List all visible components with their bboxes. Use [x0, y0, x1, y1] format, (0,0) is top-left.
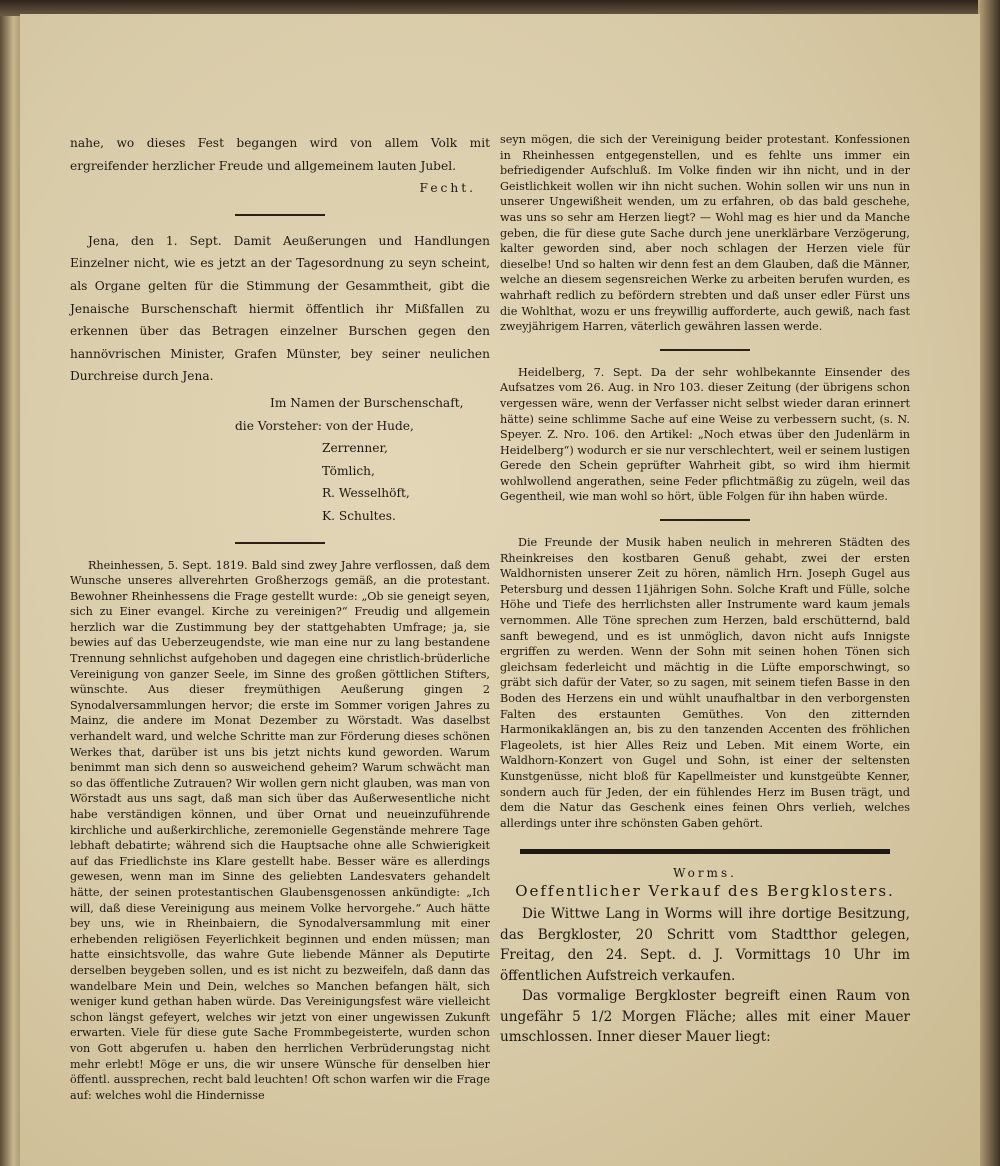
advertisement-place: Worms.: [673, 866, 737, 881]
separator-rule: [235, 542, 325, 544]
right-column: [500, 132, 910, 1048]
advertisement-title: Oeffentlicher Verkauf des Bergklosters.: [515, 882, 895, 901]
left-column: [70, 132, 490, 1103]
advertisement-paragraph: Das vormalige Bergkloster begreift einen Raum von ungefähr 5 1/2 Morgen Fläche; alles mit einer Mauer umschlossen. Inner dieser Mauer liegt:: [500, 988, 910, 1046]
intro-author: Fecht.: [419, 181, 476, 196]
advertisement-paragraph: Die Wittwe Lang in Worms will ihre dortige Besitzung, das Bergkloster, 20 Schritt vom Stadtthor gelegen, Freitag, den 24. Sept. d. J. Vormittags 10 Uhr im öffentlichen Aufstreich verkaufen.: [500, 906, 910, 984]
article-heidelberg: Heidelberg, 7. Sept. Da der sehr wohlbekannte Einsender des Aufsatzes vom 26. Aug. in Nro 103. dieser Zeitung (der übrigens schon vergessen wäre, wenn der Verfasser nicht selbst wieder daran erinnert hätte) seine schlimme Sache auf eine Weise zu verbessern sucht, (s. N. Speyer. Z. Nro. 106. den Artikel: „Noch etwas über den Judenlärm in Heidelberg“) wodurch er sie nur verschlechtert, weil er seinem lustigen Gerede den Schein geprüfter Wahrheit gibt, so wird ihm hiermit wohlwollend angerathen, seine Feder pflichtmäßig zu zügeln, weil das Gegentheil, wie man wohl so hört, üble Folgen für ihn haben würde.: [500, 365, 910, 504]
separator-rule: [660, 519, 750, 521]
signature-line: Zerrenner,: [322, 441, 388, 456]
article-intro-continuation: nahe, wo dieses Fest begangen wird von allem Volk mit ergreifender herzlicher Freude und allgemeinem lauten Jubel.: [70, 136, 490, 173]
signature-line: R. Wesselhöft,: [322, 486, 410, 501]
newspaper-page: [20, 14, 980, 1166]
signature-line: Tömlich,: [322, 463, 375, 478]
separator-rule: [235, 214, 325, 216]
separator-rule: [660, 349, 750, 351]
advertisement-thick-rule: [520, 849, 890, 854]
signature-line: K. Schultes.: [322, 508, 396, 523]
signature-line: Im Namen der Burschenschaft,: [270, 395, 464, 410]
article-rheinhessen: Rheinhessen, 5. Sept. 1819. Bald sind zwey Jahre verflossen, daß dem Wunsche unseres allverehrten Großherzogs gemäß, an die protestant. Bewohner Rheinhessens die Frage gestellt wurde: „Ob sie geneigt seyen, sich zu Einer evangel. Kirche zu vereinigen?“ Freudig und allgemein herzlich war die Zustimmung bey der stattgehabten Umfrage; ja, sie bewies auf das Ueberzeugendste, wie man eine nur zu lang bestandene Trennung sehnlichst aufgehoben und dagegen eine christlich-brüderliche Vereinigung von ganzer Seele, im Sinne des großen göttlichen Stifters, wünschte. Aus dieser freymüthigen Aeußerung gingen 2 Synodalversammlungen hervor; die erste im Sommer vorigen Jahres zu Mainz, die andere im Monat Dezember zu Wörstadt. Was daselbst verhandelt ward, und welche Schritte man zur Förderung dieses schönen Werkes that, darüber ist uns bis jetzt nichts kund geworden. Warum benimmt man sich denn so ausweichend geheim? Warum schwächt man so das öffentliche Zutrauen? Wir wollen gern nicht glauben, was man von Wörstadt aus uns sagt, daß man sich über das Außerwesentliche nicht habe verständigen können, und über Ornat und neueinzuführende kirchliche und außerkirchliche, zeremonielle Gegenstände mehrere Tage lebhaft debatirte; während sich die Hauptsache ohne alle Schwierigkeit auf das Friedlichste ins Klare gestellt habe. Besser wäre es allerdings gewesen, wenn man im Sinne des geliebten Landesvaters gehandelt hätte, der seinen protestantischen Glaubensgenossen ankündigte: „Ich will, daß diese Vereinigung aus meinem Volke hervorgehe.“ Auch hätte bey uns, wie in Rheinbaiern, die Synodalversammlung mit einer erhebenden religiösen Feyerlichkeit beginnen und enden müssen; man hatte einsichtsvolle, das wahre Gute liebende Männer als Deputirte derselben beygeben sollen, und es ist nicht zu bezweifeln, daß dann das wandelbare Mein und Dein, welches so Manchen befangen hält, sich weniger kund gethan haben würde. Das Vereinigungsfest wäre vielleicht schon längst gefeyert, welches wir jetzt von einer ungewissen Zukunft erwarten. Viele für diese gute Sache Frommbegeisterte, wurden schon von Gott abgerufen u. haben den herrlichen Verbrüderungstag nicht mehr erlebt! Möge er uns, die wir unsere Wünsche für denselben hier öffentl. aussprechen, recht bald leuchten! Oft schon warfen wir die Frage auf: welches wohl die Hindernisse: [70, 558, 490, 1102]
signature-line: die Vorsteher: von der Hude,: [235, 418, 414, 433]
book-page-stack-edge: [978, 0, 1000, 1166]
book-binding-edge: [0, 0, 22, 1166]
article-jena: Jena, den 1. Sept. Damit Aeußerungen und Handlungen Einzelner nicht, wie es jetzt an der Tagesordnung zu seyn scheint, als Organe gelten für die Stimmung der Gesammtheit, gibt die Jenaische Burschenschaft hiermit öffentlich ihr Mißfallen zu erkennen über das Betragen einzelner Burschen gegen den hannövrischen Minister, Grafen Münster, bey seiner neulichen Durchreise durch Jena.: [70, 233, 490, 384]
signature-block: [70, 392, 490, 528]
article-music-concert: Die Freunde der Musik haben neulich in mehreren Städten des Rheinkreises den kostbaren Genuß gehabt, zwei der ersten Waldhornisten unserer Zeit zu hören, nämlich Hrn. Joseph Gugel aus Petersburg und dessen 11jährigen Sohn. Solche Kraft und Fülle, solche Höhe und Tiefe des herrlichsten aller Instrumente ward kaum jemals vernommen. Alle Töne sprechen zum Herzen, bald erschütternd, bald sanft bewegend, und es ist unmöglich, davon nicht aufs Innigste ergriffen zu werden. Wenn der Sohn mit seinen hohen Tönen sich gleichsam federleicht und mächtig in die Lüfte emporschwingt, so gräbt sich dafür der Vater, so zu sagen, mit seinem tiefen Basse in den Boden des Herzens ein und wühlt unaufhaltbar in den verborgensten Falten des erstaunten Gemüthes. Von den zitternden Harmonikaklängen an, bis zu den tanzenden Accenten des fröhlichen Flageolets, ist hier Alles Reiz und Leben. Mit einem Worte, ein Waldhorn-Konzert von Gugel und Sohn, ist einer der seltensten Kunstgenüsse, nicht bloß für Kapellmeister und kunstgeübte Kenner, sondern auch für Jeden, der ein fühlendes Herz im Busen trägt, und dem die Natur das Geschenk eines feinen Ohrs verlieh, welches allerdings unter ihre schönsten Gaben gehört.: [500, 536, 910, 830]
article-rheinhessen-continuation: seyn mögen, die sich der Vereinigung beider protestant. Konfessionen in Rheinhessen entgegenstellen, und es fehlte uns immer ein befriedigender Aufschluß. Im Volke finden wir ihn nicht, und in der Geistlichkeit wollen wir ihn nicht suchen. Wohin sollen wir uns nun in unserer Ungewißheit wenden, um zu erfahren, ob das bald geschehe, was uns so sehr am Herzen liegt? — Wohl mag es hier und da Manche geben, die für diese gute Sache durch jene unerklärbare Verzögerung, kalter geworden sind, aber noch schlagen der Herzen viele für dieselbe! Und so halten wir denn fest an dem Glauben, daß die Männer, welche an diesem segensreichen Werke zu arbeiten berufen wurden, es wahrhaft redlich zu befördern strebten und daß unser edler Fürst uns die Wohlthat, wozu er uns freywillig aufforderte, auch gewiß, nach fast zweyjährigem Harren, väterlich gewähren lassen werde.: [500, 133, 910, 334]
